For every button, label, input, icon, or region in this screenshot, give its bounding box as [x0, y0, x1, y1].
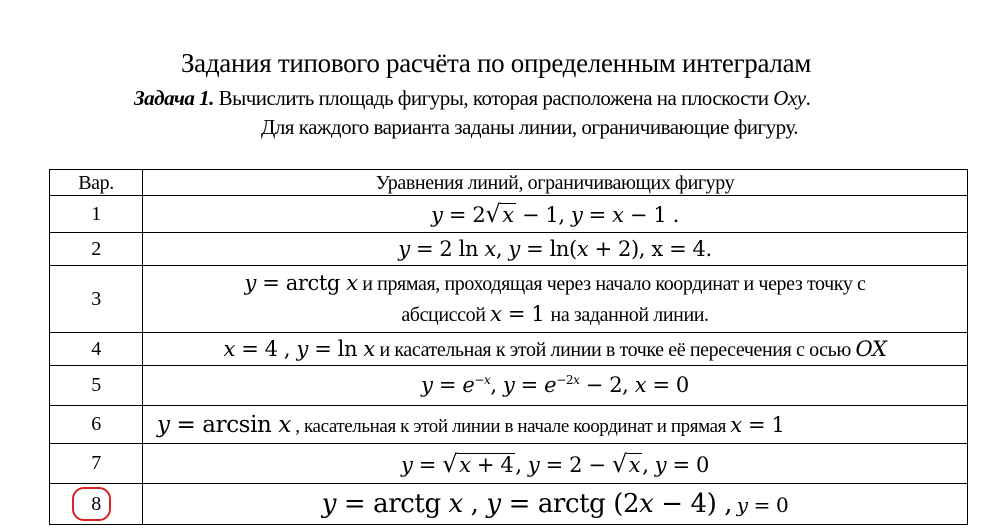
table-row — [50, 266, 968, 333]
variant-equations — [143, 484, 968, 525]
task-label: Задача 1. — [134, 86, 214, 110]
header-variant: Вар. — [50, 170, 143, 196]
equation: x = 1 — [730, 412, 785, 437]
variant-number: 1 — [50, 196, 143, 233]
highlighted-variant — [91, 493, 101, 516]
variant-equations — [143, 196, 968, 233]
equation: x = 1 — [490, 302, 551, 326]
table-header-row — [50, 170, 968, 196]
variant-equations — [143, 266, 968, 333]
equation: y = arctg x — [244, 271, 358, 295]
variant-number: 8 — [91, 492, 101, 515]
table-row — [50, 484, 968, 525]
variant-equations — [143, 333, 968, 366]
table-row — [50, 366, 968, 406]
variant-text: , касательная к этой линии в начале координат и прямая — [290, 415, 731, 437]
table-row — [50, 196, 968, 233]
variant-text: на заданной линии. — [550, 304, 709, 326]
variant-number: 2 — [50, 233, 143, 266]
variant-equations — [143, 444, 968, 484]
equation: y = arctg x , y = arctg (2x − 4) , — [321, 489, 733, 519]
task-text: Вычислить площадь фигуры, которая расположена на плоскости — [213, 86, 774, 110]
red-circle-annotation — [72, 487, 111, 521]
variant-text: и прямая, проходящая через начало координат и через точку с — [357, 273, 866, 295]
variant-number: 3 — [50, 266, 143, 333]
task-description: Для каждого варианта заданы линии, ограничивающие фигуру. — [261, 115, 799, 139]
equation: y = 2√x − 1, y = x − 1 . — [431, 200, 679, 228]
equation: $y = e^{-x}$, $y = e^{-2x} - 2$, x = 0 — [421, 373, 689, 397]
variant-equations — [143, 233, 968, 266]
equation: y = 2 ln x, y = ln(x + 2), x = 4. — [398, 236, 712, 261]
table-row — [50, 333, 968, 366]
variants-table — [49, 169, 968, 525]
variant-text: и касательная к этой линии в точке её пересечения с осью — [374, 338, 856, 361]
variant-text: абсциссой — [401, 304, 491, 326]
header-equations: Уравнения линий, ограничивающих фигуру — [143, 170, 968, 196]
variant-number-cell — [50, 484, 143, 525]
variant-equations — [143, 366, 968, 406]
table-row — [50, 444, 968, 484]
equation: x = 4 , y = ln x — [223, 336, 375, 361]
variant-number: 7 — [50, 444, 143, 484]
task-statement — [134, 85, 810, 111]
table-row — [50, 233, 968, 266]
variant-number: 5 — [50, 366, 143, 406]
variant-equations — [143, 406, 968, 444]
equation: y = √x + 4, y = 2 − √x, y = 0 — [401, 449, 709, 478]
plane-name: Oxy — [773, 86, 806, 110]
equation: y = arcsin x — [157, 411, 291, 438]
equation: OX — [855, 336, 887, 361]
table-row — [50, 406, 968, 444]
page-title: Задания типового расчёта по определенным интегралам — [180, 48, 812, 78]
task-end: . — [805, 86, 811, 110]
equation: y = 0 — [736, 493, 789, 517]
variant-number: 4 — [50, 333, 143, 366]
variant-number: 6 — [50, 406, 143, 444]
